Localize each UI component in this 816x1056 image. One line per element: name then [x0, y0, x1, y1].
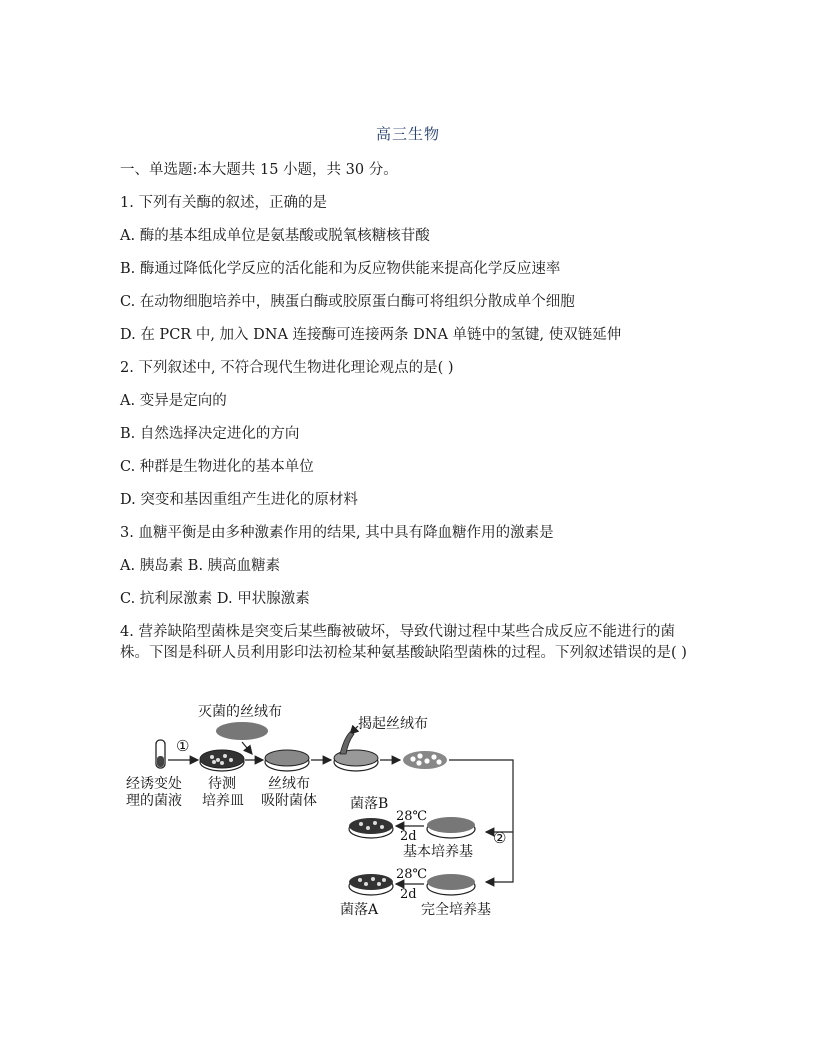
q2-option-d: D. 突变和基因重组产生进化的原材料: [120, 492, 358, 508]
colony-b-label: 菌落B: [350, 796, 389, 812]
test-tube-icon: [156, 740, 165, 768]
q3-options-ab: A. 胰岛素 B. 胰高血糖素: [120, 558, 281, 574]
q1-option-a: A. 酶的基本组成单位是氨基酸或脱氧核糖核苷酸: [120, 228, 430, 244]
velvet-cloth-icon: [216, 722, 268, 740]
velvet-label: 灭菌的丝绒布: [198, 704, 282, 720]
tube-label-line1: 经诱变处: [126, 776, 182, 792]
lift-dish-icon: [334, 732, 378, 771]
section-heading: 一、单选题:本大题共 15 小题，共 30 分。: [120, 162, 398, 178]
q2-option-a: A. 变异是定向的: [120, 393, 227, 409]
basic-medium-dish-icon: [427, 817, 475, 838]
q1-stem: 1. 下列有关酶的叙述，正确的是: [120, 195, 327, 211]
colony-a-dish-icon: [349, 874, 393, 895]
complete-medium-label: 完全培养基: [421, 902, 491, 918]
basic-medium-label: 基本培养基: [403, 844, 473, 860]
colony-a-label: 菌落A: [340, 902, 379, 918]
time-top: 2d: [400, 829, 417, 844]
dish2-label-line2: 吸附菌体: [261, 793, 317, 809]
dish2-label-line1: 丝绒布: [268, 776, 310, 792]
imprinted-velvet-icon: [403, 751, 447, 769]
q4-stem: 4. 营养缺陷型菌株是突变后某些酶被破坏，导致代谢过程中某些合成反应不能进行的菌株。下图是科研人员利用影印法初检某种氨基酸缺陷型菌株的过程。下列叙述错误的是( ): [120, 624, 687, 661]
step-1-marker: ①: [176, 737, 190, 755]
complete-medium-dish-icon: [427, 874, 475, 895]
tube-label-line2: 理的菌液: [126, 793, 182, 809]
time-bottom: 2d: [400, 887, 417, 902]
step-2-marker: ②: [493, 829, 507, 847]
dish1-label-line2: 培养皿: [202, 793, 244, 809]
q2-option-c: C. 种群是生物进化的基本单位: [120, 459, 314, 475]
q2-option-b: B. 自然选择决定进化的方向: [120, 426, 300, 442]
temp-bottom: 28℃: [396, 867, 428, 882]
q3-stem: 3. 血糖平衡是由多种激素作用的结果, 其中具有降血糖作用的激素是: [120, 525, 554, 541]
page-title: 高三生物: [375, 125, 440, 143]
temp-top: 28℃: [396, 809, 428, 824]
q1-option-b: B. 酶通过降低化学反应的活化能和为反应物供能来提高化学反应速率: [120, 261, 561, 277]
velvet-dish-icon: [265, 750, 309, 771]
q2-stem: 2. 下列叙述中, 不符合现代生物进化理论观点的是( ): [120, 360, 454, 376]
lift-velvet-label: 揭起丝绒布: [358, 716, 428, 732]
q3-options-cd: C. 抗利尿激素 D. 甲状腺激素: [120, 591, 310, 607]
q1-option-d: D. 在 PCR 中, 加入 DNA 连接酶可连接两条 DNA 单链中的氢键, 使双链延伸: [120, 327, 622, 343]
test-dish-icon: [200, 750, 244, 771]
replica-plating-figure: [118, 698, 528, 928]
colony-b-dish-icon: [349, 818, 393, 838]
dish1-label-line1: 待测: [208, 776, 236, 792]
q1-option-c: C. 在动物细胞培养中，胰蛋白酶或胶原蛋白酶可将组织分散成单个细胞: [120, 294, 575, 310]
